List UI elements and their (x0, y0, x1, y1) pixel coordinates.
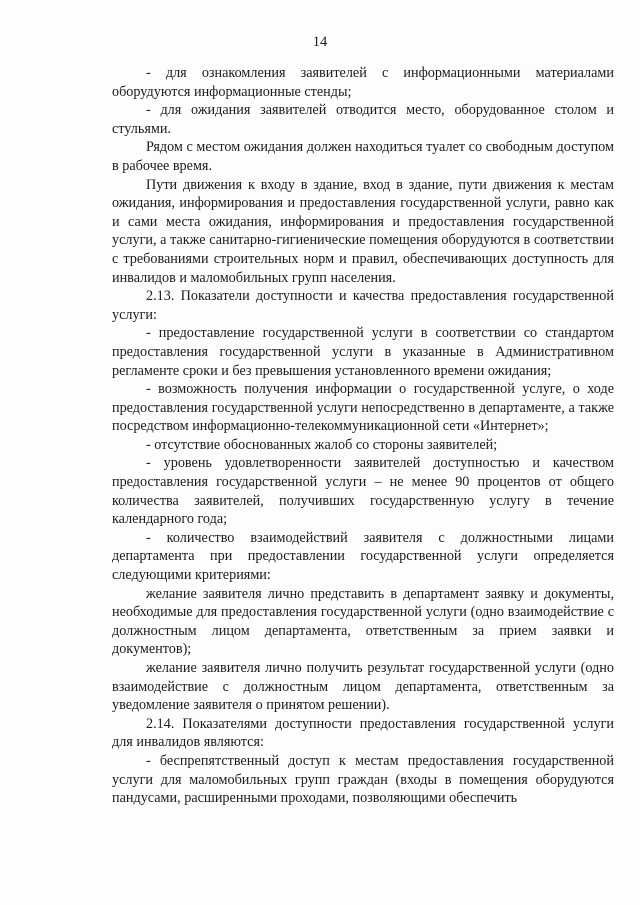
paragraph-satisfaction-level: - уровень удовлетворенности заявителей доступностью и качеством предоставления государственной услуги – не менее 90 процентов от общего количества заявителей, получивших государственную услугу в течение календарного года; (112, 455, 614, 528)
section-2-14-heading: 2.14. Показателями доступности предоставления государственной услуги для инвалидов являются: (112, 715, 614, 751)
paragraph-interaction-count: - количество взаимодействий заявителя с должностными лицами департамента при предоставлении государственной услуги определяется следующими критериями: (112, 529, 614, 584)
page-number: 14 (312, 34, 328, 50)
paragraph-submit-application: желание заявителя лично представить в департамент заявку и документы, необходимые для предоставления государственной услуги (одно взаимодействие с должностным лицом департамента, ответственным за прием заявки и документов); (112, 585, 614, 658)
paragraph-info-availability: - возможность получения информации о государственной услуге, о ходе предоставления государственной услуги непосредственно в департаменте, а также посредством информационно-телекоммуникационной сети «Интернет»; (112, 381, 614, 435)
paragraph-toilet: Рядом с местом ожидания должен находиться туалет со свободным доступом в рабочее время. (112, 139, 614, 174)
paragraph-waiting-place: - для ожидания заявителей отводится место, оборудованное столом и стульями. (112, 102, 614, 137)
document-body (112, 64, 614, 808)
paragraph-info-stands: - для ознакомления заявителей с информационными материалами оборудуются информационные стенды; (112, 65, 614, 100)
section-2-13-heading: 2.13. Показатели доступности и качества предоставления государственной услуги: (112, 288, 614, 323)
paragraph-receive-result: желание заявителя лично получить результат государственной услуги (одно взаимодействие с должностным лицом департамента, ответственным за уведомление заявителя о принятом решении). (112, 660, 614, 714)
paragraph-standard-compliance: - предоставление государственной услуги в соответствии со стандартом предоставления государственной услуги в указанные в Административном регламенте сроки и без превышения установленного времени ожидания; (112, 325, 614, 379)
paragraph-access-paths: Пути движения к входу в здание, вход в здание, пути движения к местам ожидания, информирования и предоставления государственной услуги, равно как и сами места ожидания, информирования и предоставления государственной услуги, а также санитарно-гигиенические помещения оборудуются в соответствии с требованиями строительных норм и правил, обеспечивающих доступность для инвалидов и маломобильных групп населения. (112, 176, 614, 286)
paragraph-no-complaints: - отсутствие обоснованных жалоб со стороны заявителей; (146, 436, 498, 453)
paragraph-barrier-free-access: - беспрепятственный доступ к местам предоставления государственной услуги для маломобильных групп граждан (входы в помещения оборудуются пандусами, расширенными проходами, позволяющими обеспечить (112, 752, 614, 807)
